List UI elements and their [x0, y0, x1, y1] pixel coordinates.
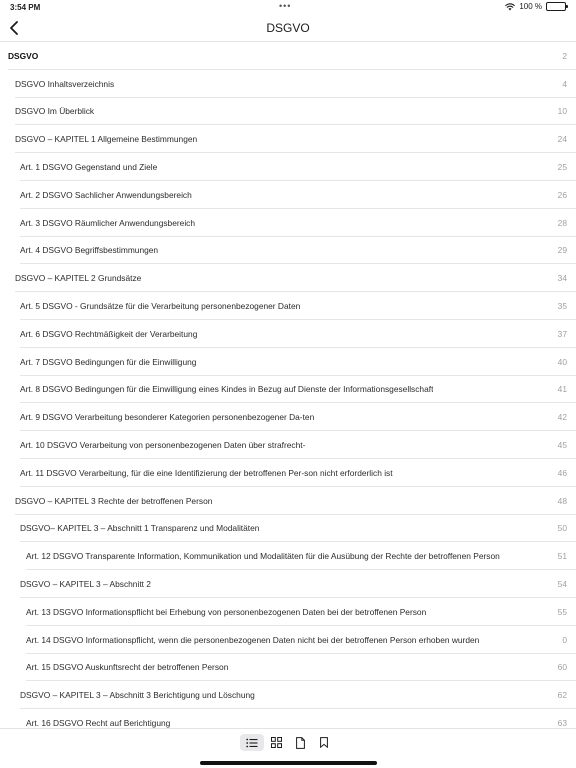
toc-page-number: 29 — [557, 245, 567, 256]
toc-entry-title: DSGVO – KAPITEL 3 – Abschnitt 3 Berichtigung und Löschung — [20, 690, 255, 701]
toc-entry-title: DSGVO – KAPITEL 1 Allgemeine Bestimmungen — [15, 134, 198, 145]
toc-row[interactable] — [0, 292, 576, 320]
toc-entry-title: DSGVO – KAPITEL 3 – Abschnitt 2 — [20, 579, 151, 590]
toc-page-number: 41 — [557, 384, 567, 395]
toc-entry-title: Art. 5 DSGVO - Grundsätze für die Verarbeitung personenbezogener Daten — [20, 301, 301, 312]
toc-entry-title: Art. 11 DSGVO Verarbeitung, für die eine Identifizierung der betroffenen Per-son nicht erforderlich ist — [20, 467, 393, 478]
battery-percent: 100 % — [519, 2, 542, 11]
table-of-contents — [0, 42, 576, 728]
toc-entry-title: Art. 6 DSGVO Rechtmäßigkeit der Verarbeitung — [20, 328, 198, 339]
toc-row[interactable] — [0, 320, 576, 348]
toc-row[interactable] — [0, 98, 576, 126]
toc-row[interactable] — [0, 431, 576, 459]
toc-page-number: 60 — [557, 662, 567, 673]
status-indicators — [505, 2, 566, 11]
toc-row[interactable] — [0, 542, 576, 570]
view-mode-switcher — [240, 734, 336, 751]
toc-page-number: 26 — [557, 189, 567, 200]
toc-entry-title: Art. 13 DSGVO Informationspflicht bei Erhebung von personenbezogenen Daten bei der betroffenen Person — [26, 606, 427, 617]
page-title: DSGVO — [266, 21, 310, 35]
toc-entry-title: Art. 7 DSGVO Bedingungen für die Einwilligung — [20, 356, 197, 367]
toc-page-number: 2 — [562, 50, 567, 61]
toc-page-number: 40 — [557, 356, 567, 367]
toc-entry-title: DSGVO Inhaltsverzeichnis — [15, 78, 115, 89]
toc-row[interactable] — [0, 181, 576, 209]
toc-page-number: 55 — [557, 606, 567, 617]
bottom-toolbar — [0, 728, 576, 768]
toc-entry-title: Art. 10 DSGVO Verarbeitung von personenbezogenen Daten über strafrecht- — [20, 440, 306, 451]
toc-page-number: 0 — [562, 634, 567, 645]
toc-page-number: 46 — [557, 467, 567, 478]
toc-row[interactable] — [0, 598, 576, 626]
toc-row[interactable] — [0, 403, 576, 431]
toc-row[interactable] — [0, 42, 576, 70]
toc-page-number: 35 — [557, 301, 567, 312]
toc-row[interactable] — [0, 626, 576, 654]
bookmark-view-button[interactable] — [312, 734, 336, 751]
toc-entry-title: Art. 8 DSGVO Bedingungen für die Einwilligung eines Kindes in Bezug auf Dienste der Informationsgesellschaft — [20, 384, 434, 395]
toc-entry-title: DSGVO – KAPITEL 2 Grundsätze — [15, 273, 142, 284]
toc-page-number: 62 — [557, 690, 567, 701]
toc-row[interactable] — [0, 515, 576, 543]
toc-entry-title: DSGVO Im Überblick — [15, 106, 95, 117]
toc-row[interactable] — [0, 681, 576, 709]
toc-page-number: 48 — [557, 495, 567, 506]
toc-row[interactable] — [0, 264, 576, 292]
toc-page-number: 42 — [557, 412, 567, 423]
list-icon — [246, 738, 258, 748]
toc-row[interactable] — [0, 459, 576, 487]
toc-entry-title: Art. 2 DSGVO Sachlicher Anwendungsbereich — [20, 189, 192, 200]
bookmark-icon — [320, 737, 328, 748]
toc-page-number: 25 — [557, 162, 567, 173]
toc-page-number: 10 — [557, 106, 567, 117]
toc-page-number: 54 — [557, 579, 567, 590]
toc-row[interactable] — [0, 70, 576, 98]
toc-row[interactable] — [0, 153, 576, 181]
toc-entry-title: Art. 4 DSGVO Begriffsbestimmungen — [20, 245, 159, 256]
list-view-button[interactable] — [240, 734, 264, 751]
toc-row[interactable] — [0, 570, 576, 598]
toc-page-number: 24 — [557, 134, 567, 145]
grid-icon — [271, 737, 282, 748]
toc-page-number: 63 — [557, 718, 567, 728]
toc-entry-title: Art. 16 DSGVO Recht auf Berichtigung — [26, 718, 171, 728]
grid-view-button[interactable] — [264, 734, 288, 751]
status-bar — [0, 0, 576, 14]
toc-entry-title: DSGVO – KAPITEL 3 Rechte der betroffenen Person — [15, 495, 213, 506]
toc-row[interactable] — [0, 654, 576, 682]
battery-icon — [546, 2, 566, 11]
toc-row[interactable] — [0, 237, 576, 265]
navigation-bar — [0, 14, 576, 42]
toc-entry-title: Art. 12 DSGVO Transparente Information, Kommunikation und Modalitäten für die Ausübung der Rechte der betroffenen Person — [26, 551, 500, 562]
toc-row[interactable] — [0, 209, 576, 237]
toc-row[interactable] — [0, 709, 576, 728]
toc-entry-title: Art. 9 DSGVO Verarbeitung besonderer Kategorien personenbezogener Da-ten — [20, 412, 315, 423]
page-icon — [296, 737, 305, 749]
toc-row[interactable] — [0, 487, 576, 515]
toc-entry-title: Art. 1 DSGVO Gegenstand und Ziele — [20, 162, 158, 173]
toc-entry-title: DSGVO– KAPITEL 3 – Abschnitt 1 Transparenz und Modalitäten — [20, 523, 260, 534]
toc-row[interactable] — [0, 348, 576, 376]
toc-page-number: 51 — [557, 551, 567, 562]
toc-page-number: 37 — [557, 328, 567, 339]
toc-page-number: 28 — [557, 217, 567, 228]
toc-row[interactable] — [0, 125, 576, 153]
wifi-icon — [505, 3, 515, 11]
toc-page-number: 4 — [562, 78, 567, 89]
multitasking-dots[interactable]: ••• — [279, 1, 292, 11]
status-time: 3:54 PM — [10, 3, 41, 12]
page-view-button[interactable] — [288, 734, 312, 751]
toc-page-number: 50 — [557, 523, 567, 534]
toc-entry-title: Art. 3 DSGVO Räumlicher Anwendungsbereich — [20, 217, 196, 228]
toc-page-number: 34 — [557, 273, 567, 284]
home-indicator[interactable] — [200, 761, 377, 765]
toc-entry-title: DSGVO — [8, 50, 39, 61]
toc-page-number: 45 — [557, 440, 567, 451]
toc-entry-title: Art. 15 DSGVO Auskunftsrecht der betroffenen Person — [26, 662, 229, 673]
toc-row[interactable] — [0, 376, 576, 404]
toc-entry-title: Art. 14 DSGVO Informationspflicht, wenn die personenbezogenen Daten nicht bei der betroffenen Person erhoben wurden — [26, 634, 480, 645]
